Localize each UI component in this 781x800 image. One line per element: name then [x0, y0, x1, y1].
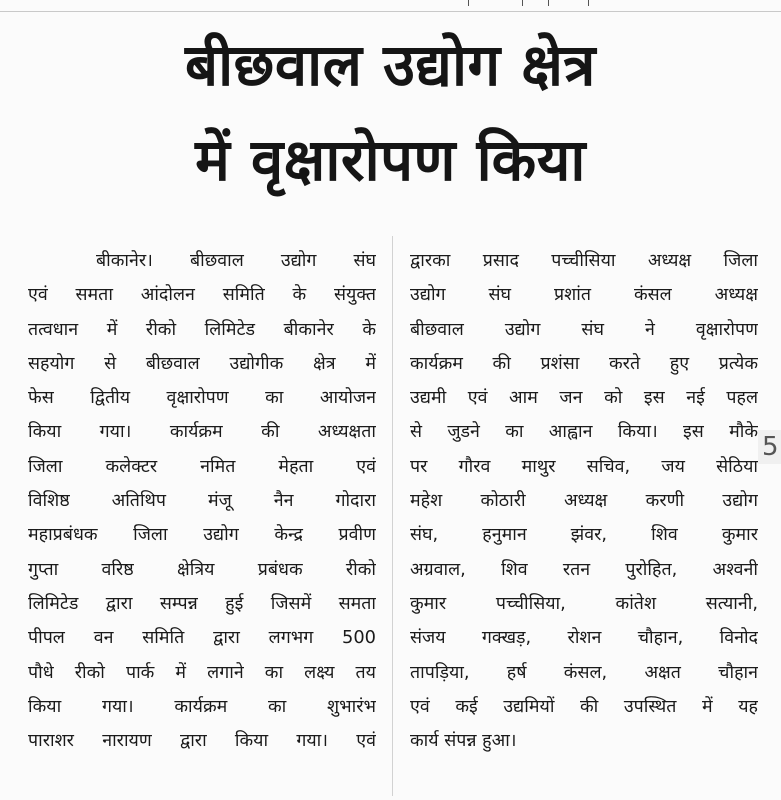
article-line: उद्योग संघ प्रशांत कंसल अध्यक्ष — [410, 284, 758, 306]
article-line: जिला कलेक्टर नमित मेहता एवं — [28, 455, 376, 477]
top-edge-marks — [460, 0, 600, 10]
article-line: बीछवाल उद्योग संघ ने वृक्षारोपण — [410, 318, 758, 340]
article-line: उद्यमी एवं आम जन को इस नई पहल — [410, 387, 758, 409]
page-number-edge: 5 — [758, 430, 781, 464]
article-column-left — [28, 244, 376, 758]
article-line: कार्य संपन्न हुआ। — [410, 730, 517, 752]
article-line: पौधे रीको पार्क में लगाने का लक्ष्य तय — [28, 661, 376, 683]
headline — [0, 18, 781, 224]
article-line: विशिष्ठ अतिथिप मंजू नैन गोदारा — [28, 490, 376, 512]
article-line: बीकानेर। बीछवाल उद्योग संघ — [96, 250, 376, 271]
article-line: संजय गक्खड़, रोशन चौहान, विनोद — [410, 627, 758, 649]
article-line: लिमिटेड द्वारा सम्पन्न हुई जिसमें समता — [28, 592, 376, 614]
article-line: पर गौरव माथुर सचिव, जय सेठिया — [410, 455, 758, 477]
article-line: से जुडने का आह्वान किया। इस मौके — [410, 421, 758, 443]
headline-line-2: में वृक्षारोपण किया — [195, 126, 586, 194]
article-line: महाप्रबंधक जिला उद्योग केन्द्र प्रवीण — [28, 524, 376, 546]
article-line: किया गया। कार्यक्रम का शुभारंभ — [28, 695, 376, 717]
article-column-right — [410, 244, 758, 758]
article-line: किया गया। कार्यक्रम की अध्यक्षता — [28, 421, 376, 443]
article-line: संघ, हनुमान झंवर, शिव कुमार — [410, 524, 758, 546]
top-rule — [0, 11, 781, 12]
article-line: महेश कोठारी अध्यक्ष करणी उद्योग — [410, 490, 758, 512]
headline-line-1: बीछवाल उद्योग क्षेत्र — [185, 31, 596, 99]
article-line: तत्वधान में रीको लिमिटेड बीकानेर के — [28, 318, 376, 340]
article-line: फेस द्वितीय वृक्षारोपण का आयोजन — [28, 387, 376, 409]
column-divider — [392, 236, 393, 796]
article-line: एवं समता आंदोलन समिति के संयुक्त — [28, 284, 376, 306]
article-line: तापड़िया, हर्ष कंसल, अक्षत चौहान — [410, 661, 758, 683]
article-line: द्वारका प्रसाद पच्चीसिया अध्यक्ष जिला — [410, 250, 758, 271]
article-line: गुप्ता वरिष्ठ क्षेत्रिय प्रबंधक रीको — [28, 558, 376, 580]
article-line: सहयोग से बीछवाल उद्योगीक क्षेत्र में — [28, 352, 376, 374]
article-line: पाराशर नारायण द्वारा किया गया। एवं — [28, 730, 376, 752]
article-line: एवं कई उद्यमियों की उपस्थित में यह — [410, 695, 758, 717]
article-line: कुमार पच्चीसिया, कांतेश सत्यानी, — [410, 592, 758, 614]
article-line: पीपल वन समिति द्वारा लगभग 500 — [28, 627, 376, 649]
article-line: कार्यक्रम की प्रशंसा करते हुए प्रत्येक — [410, 352, 758, 374]
article-line: अग्रवाल, शिव रतन पुरोहित, अश्वनी — [410, 558, 758, 580]
